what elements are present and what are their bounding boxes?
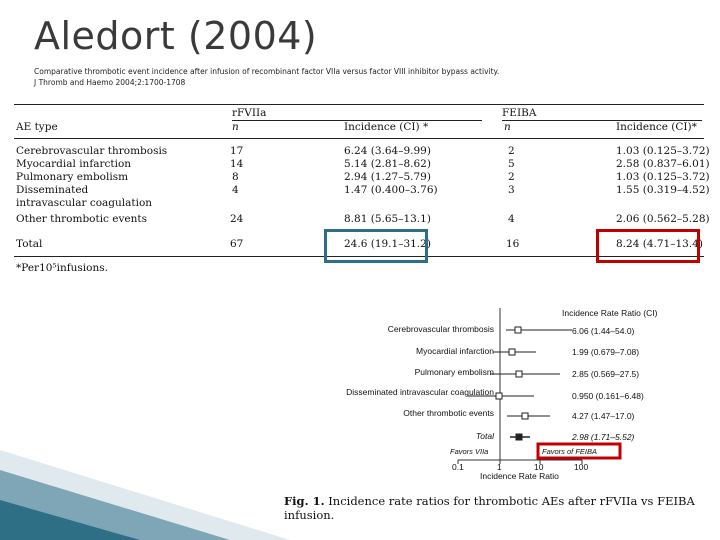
- incidence-cell: 8.81 (5.65–13.1): [344, 213, 431, 225]
- n-cell: 4: [232, 184, 239, 196]
- incidence-cell: 5.14 (2.81–8.62): [344, 158, 431, 170]
- row-label-total: Total: [475, 431, 494, 441]
- n-cell: 24: [230, 213, 244, 225]
- row-ratio-total: 2.98 (1.71–5.52): [572, 432, 635, 442]
- subtitle-line-1: Comparative thrombotic event incidence after infusion of recombinant factor VIIa versus factor VIII inhibitor bypass activity.: [34, 67, 500, 76]
- n-cell: 16: [506, 238, 520, 250]
- row-ratio: 6.06 (1.44–54.0): [572, 326, 635, 336]
- point-marker: [509, 349, 515, 355]
- incidence-cell: 1.47 (0.400–3.76): [344, 184, 438, 196]
- x-axis-label: Incidence Rate Ratio: [480, 471, 559, 481]
- group-header-rfviia: rFVIIa: [232, 107, 267, 119]
- highlight-box-rfviia-total: [324, 229, 428, 263]
- ae-type-cell: Myocardial infarction: [16, 158, 132, 170]
- n-cell: 67: [230, 238, 244, 250]
- table-top-rule: [14, 104, 704, 105]
- point-marker: [516, 371, 522, 377]
- slide-subtitle: [34, 66, 499, 88]
- group-header-feiba: FEIBA: [502, 107, 537, 119]
- caption-text: Incidence rate ratios for thrombotic AEs after rFVIIa vs FEIBA infusion.: [284, 494, 695, 522]
- point-marker: [522, 413, 528, 419]
- forest-plot: [290, 300, 720, 480]
- table-footnote: *Per10⁵infusions.: [16, 262, 108, 274]
- row-label: Pulmonary embolism: [414, 367, 494, 377]
- n-cell: 4: [508, 213, 515, 225]
- n-cell: 14: [230, 158, 244, 170]
- col-header-incidence-feiba: Incidence (CI)*: [616, 121, 697, 133]
- col-header-n-feiba: n: [504, 121, 511, 133]
- row-ratio: 1.99 (0.679–7.08): [572, 347, 640, 357]
- n-cell: 2: [508, 171, 515, 183]
- incidence-cell: 2.94 (1.27–5.79): [344, 171, 431, 183]
- incidence-cell: 6.24 (3.64–9.99): [344, 145, 431, 157]
- row-label: Other thrombotic events: [403, 408, 494, 418]
- decorative-corner-shape: [0, 450, 290, 540]
- highlight-box-feiba-total: [596, 229, 700, 263]
- col-header-incidence-rfviia: Incidence (CI) *: [344, 121, 429, 133]
- col-header-ae-type: AE type: [16, 121, 58, 133]
- ae-type-cell: Pulmonary embolism: [16, 171, 129, 183]
- incidence-cell: 8.24 (4.71–13.4): [616, 238, 703, 250]
- n-cell: 2: [508, 145, 515, 157]
- ae-type-cell: intravascular coagulation: [16, 197, 153, 209]
- n-cell: 5: [508, 158, 515, 170]
- caption-label: Fig. 1.: [284, 494, 325, 508]
- tick-label: 10: [534, 462, 544, 472]
- ae-type-cell: Cerebrovascular thrombosis: [16, 145, 168, 157]
- row-label: Myocardial infarction: [416, 346, 494, 356]
- figure-caption: [284, 494, 704, 522]
- figure-header: Incidence Rate Ratio (CI): [562, 308, 658, 318]
- incidence-cell: 2.58 (0.837–6.01): [616, 158, 710, 170]
- incidence-cell: 2.06 (0.562–5.28): [616, 213, 710, 225]
- point-marker: [496, 393, 502, 399]
- tick-label: 100: [574, 462, 589, 472]
- ae-type-cell: Other thrombotic events: [16, 213, 148, 225]
- slide-title: Aledort (2004): [34, 14, 318, 58]
- incidence-cell: 1.03 (0.125–3.72): [616, 171, 710, 183]
- row-ratio: 0.950 (0.161–6.48): [572, 391, 644, 401]
- col-header-n-rfviia: n: [232, 121, 239, 133]
- header-bottom-rule: [14, 138, 704, 139]
- row-ratio: 4.27 (1.47–17.0): [572, 411, 635, 421]
- ae-type-cell: Disseminated: [16, 184, 89, 196]
- incidence-cell: 24.6 (19.1–31.2): [344, 238, 431, 250]
- n-cell: 3: [508, 184, 515, 196]
- point-marker-total: [516, 434, 522, 440]
- ae-type-cell: Total: [16, 238, 43, 250]
- incidence-cell: 1.03 (0.125–3.72): [616, 145, 710, 157]
- subtitle-line-2: J Thromb and Haemo 2004;2:1700-1708: [34, 78, 186, 87]
- tick-label: 1: [497, 462, 502, 472]
- row-label: Disseminated intravascular coagulation: [346, 387, 494, 397]
- favors-left-label: Favors VIIa: [450, 447, 489, 456]
- n-cell: 8: [232, 171, 239, 183]
- incidence-cell: 1.55 (0.319–4.52): [616, 184, 710, 196]
- point-marker: [515, 327, 521, 333]
- n-cell: 17: [230, 145, 244, 157]
- row-ratio: 2.85 (0.569–27.5): [572, 369, 640, 379]
- tick-label: 0.1: [452, 462, 464, 472]
- favors-right-label: Favors of FEIBA: [542, 447, 598, 456]
- row-label: Cerebrovascular thrombosis: [387, 324, 494, 334]
